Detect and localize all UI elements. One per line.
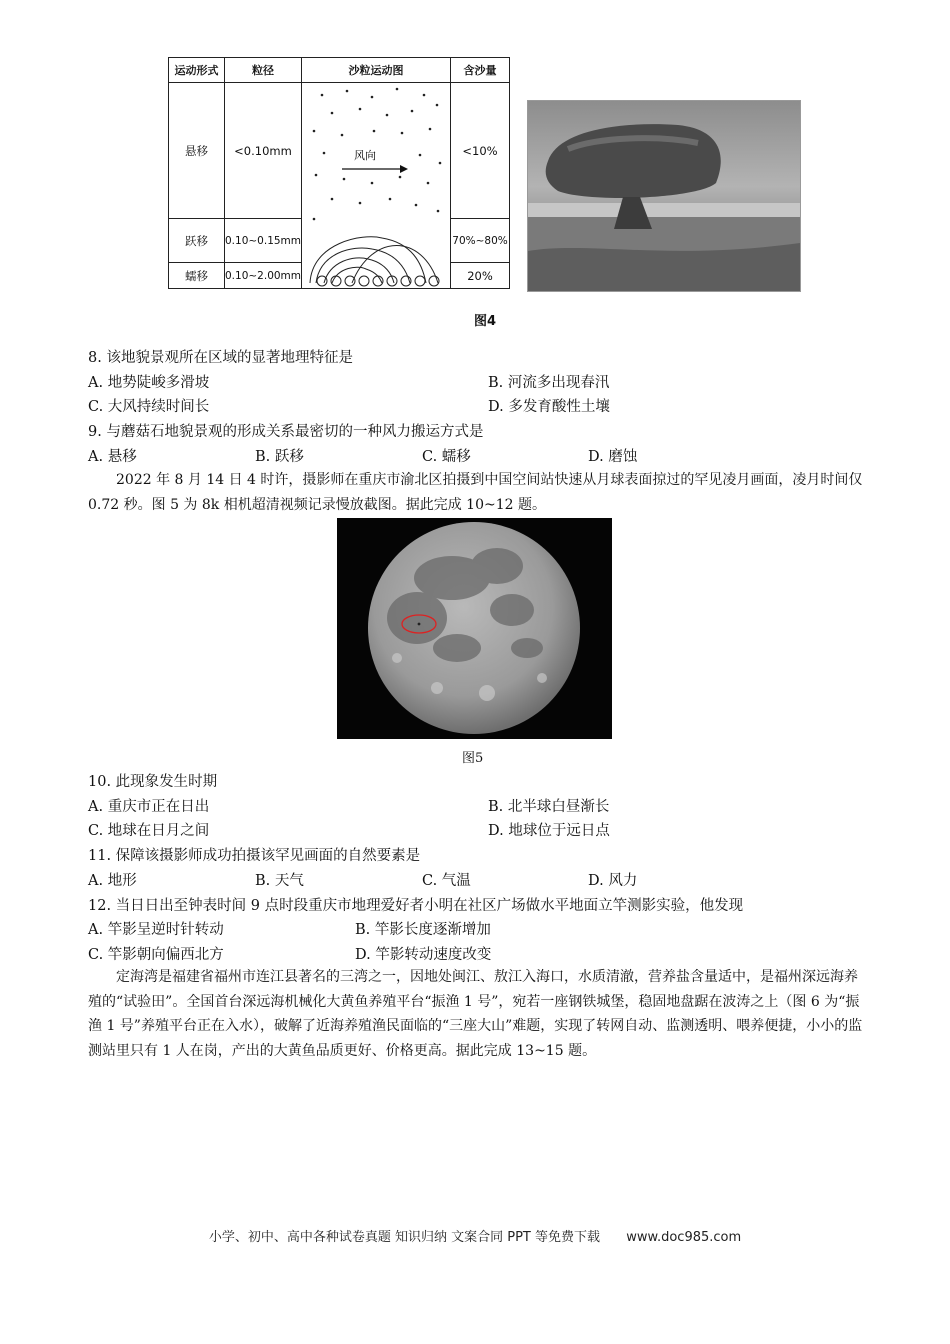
q9-option-b: B. 跃移 [255,449,304,465]
passage-10-12: 2022 年 8 月 14 日 4 时许，摄影师在重庆市渝北区拍摄到中国空间站快速从月球表面掠过的罕见凌月画面，凌月时间仅 0.72 秒。图 5 为 8k 相机超清视频记录慢放截图。据此完成 10~12 题。 [88,472,863,513]
q11-option-d: D. 风力 [588,873,638,889]
row-creep-content: 20% [451,263,510,289]
sand-transport-table [168,57,510,289]
q9-stem: 9. 与蘑菇石地貌景观的形成关系最密切的一种风力搬运方式是 [88,424,484,440]
row-creep-size: 0.10~2.00mm [225,263,302,289]
figure5-caption: 图5 [462,751,484,766]
q10-option-c: C. 地球在日月之间 [88,823,210,839]
q11-option-a: A. 地形 [88,873,137,889]
q9-option-a: A. 悬移 [88,449,137,465]
suspended-particles [313,88,442,221]
row-suspension-content: <10% [451,83,510,219]
moon-photo [337,518,612,739]
row-saltation-size: 0.10~0.15mm [225,219,302,263]
footer-site-link[interactable]: www.doc985.com [626,1230,742,1245]
q8-option-d: D. 多发育酸性土壤 [488,399,610,415]
q8-stem: 8. 该地貌景观所在区域的显著地理特征是 [88,350,353,366]
row-creep-form: 蠕移 [169,263,225,289]
q11-option-c: C. 气温 [422,873,471,889]
row-saltation-form: 跃移 [169,219,225,263]
q12-option-c: C. 竿影朝向偏西北方 [88,947,224,963]
row-saltation-content: 70%~80% [451,219,510,263]
wind-label: 风向 [354,149,377,162]
header-content: 含沙量 [451,58,510,83]
q10-option-b: B. 北半球白昼渐长 [488,799,610,815]
figure4-caption: 图4 [474,314,497,329]
header-size: 粒径 [225,58,302,83]
q11-option-b: B. 天气 [255,873,304,889]
q8-option-a: A. 地势陡峻多滑坡 [88,375,210,391]
sand-motion-svg [302,83,450,288]
passage-13-15: 定海湾是福建省福州市连江县著名的三湾之一，因地处闽江、敖江入海口，水质清澈，营养盐含量适中，是福州深远海养殖的“试验田”。全国首台深远海机械化大黄鱼养殖平台“振渔 1 号”，宛若一座钢铁城堡，稳固地盘踞在波涛之上（图 6 为“振渔 1 号”养殖平台正在入水），破解了近海养殖渔民面临的“三座大山”难题，实现了转网自动、监测透明、喂养便捷，小小的监测站里只有 1 人在岗，产出的大黄鱼品质更好、价格更高。据此完成 13~15 题。 [88,969,863,1059]
mushroom-rock-photo [527,100,801,292]
row-suspension-form: 悬移 [169,83,225,219]
q9-option-d: D. 磨蚀 [588,449,638,465]
page-footer [0,1226,950,1245]
q8-option-c: C. 大风持续时间长 [88,399,210,415]
footer-text: 小学、初中、高中各种试卷真题 知识归纳 文案合同 PPT 等免费下载 [208,1230,600,1245]
q9-option-c: C. 蠕移 [422,449,471,465]
q12-option-d: D. 竿影转动速度改变 [355,947,492,963]
wind-arrowhead [400,165,408,173]
q8-option-b: B. 河流多出现春汛 [488,375,610,391]
q12-stem: 12. 当日日出至钟表时间 9 点时段重庆市地理爱好者小明在社区广场做水平地面立竿测影实验，他发现 [88,898,744,914]
q12-option-b: B. 竿影长度逐渐增加 [355,922,491,938]
q12-option-a: A. 竿影呈逆时针转动 [88,922,224,938]
sand-motion-diagram [302,83,451,289]
header-form: 运动形式 [169,58,225,83]
q11-stem: 11. 保障该摄影师成功拍摄该罕见画面的自然要素是 [88,848,421,864]
row-suspension-size: <0.10mm [225,83,302,219]
q10-option-a: A. 重庆市正在日出 [88,799,210,815]
header-diagram: 沙粒运动图 [302,58,451,83]
q10-stem: 10. 此现象发生时期 [88,774,218,790]
q10-option-d: D. 地球位于远日点 [488,823,610,839]
